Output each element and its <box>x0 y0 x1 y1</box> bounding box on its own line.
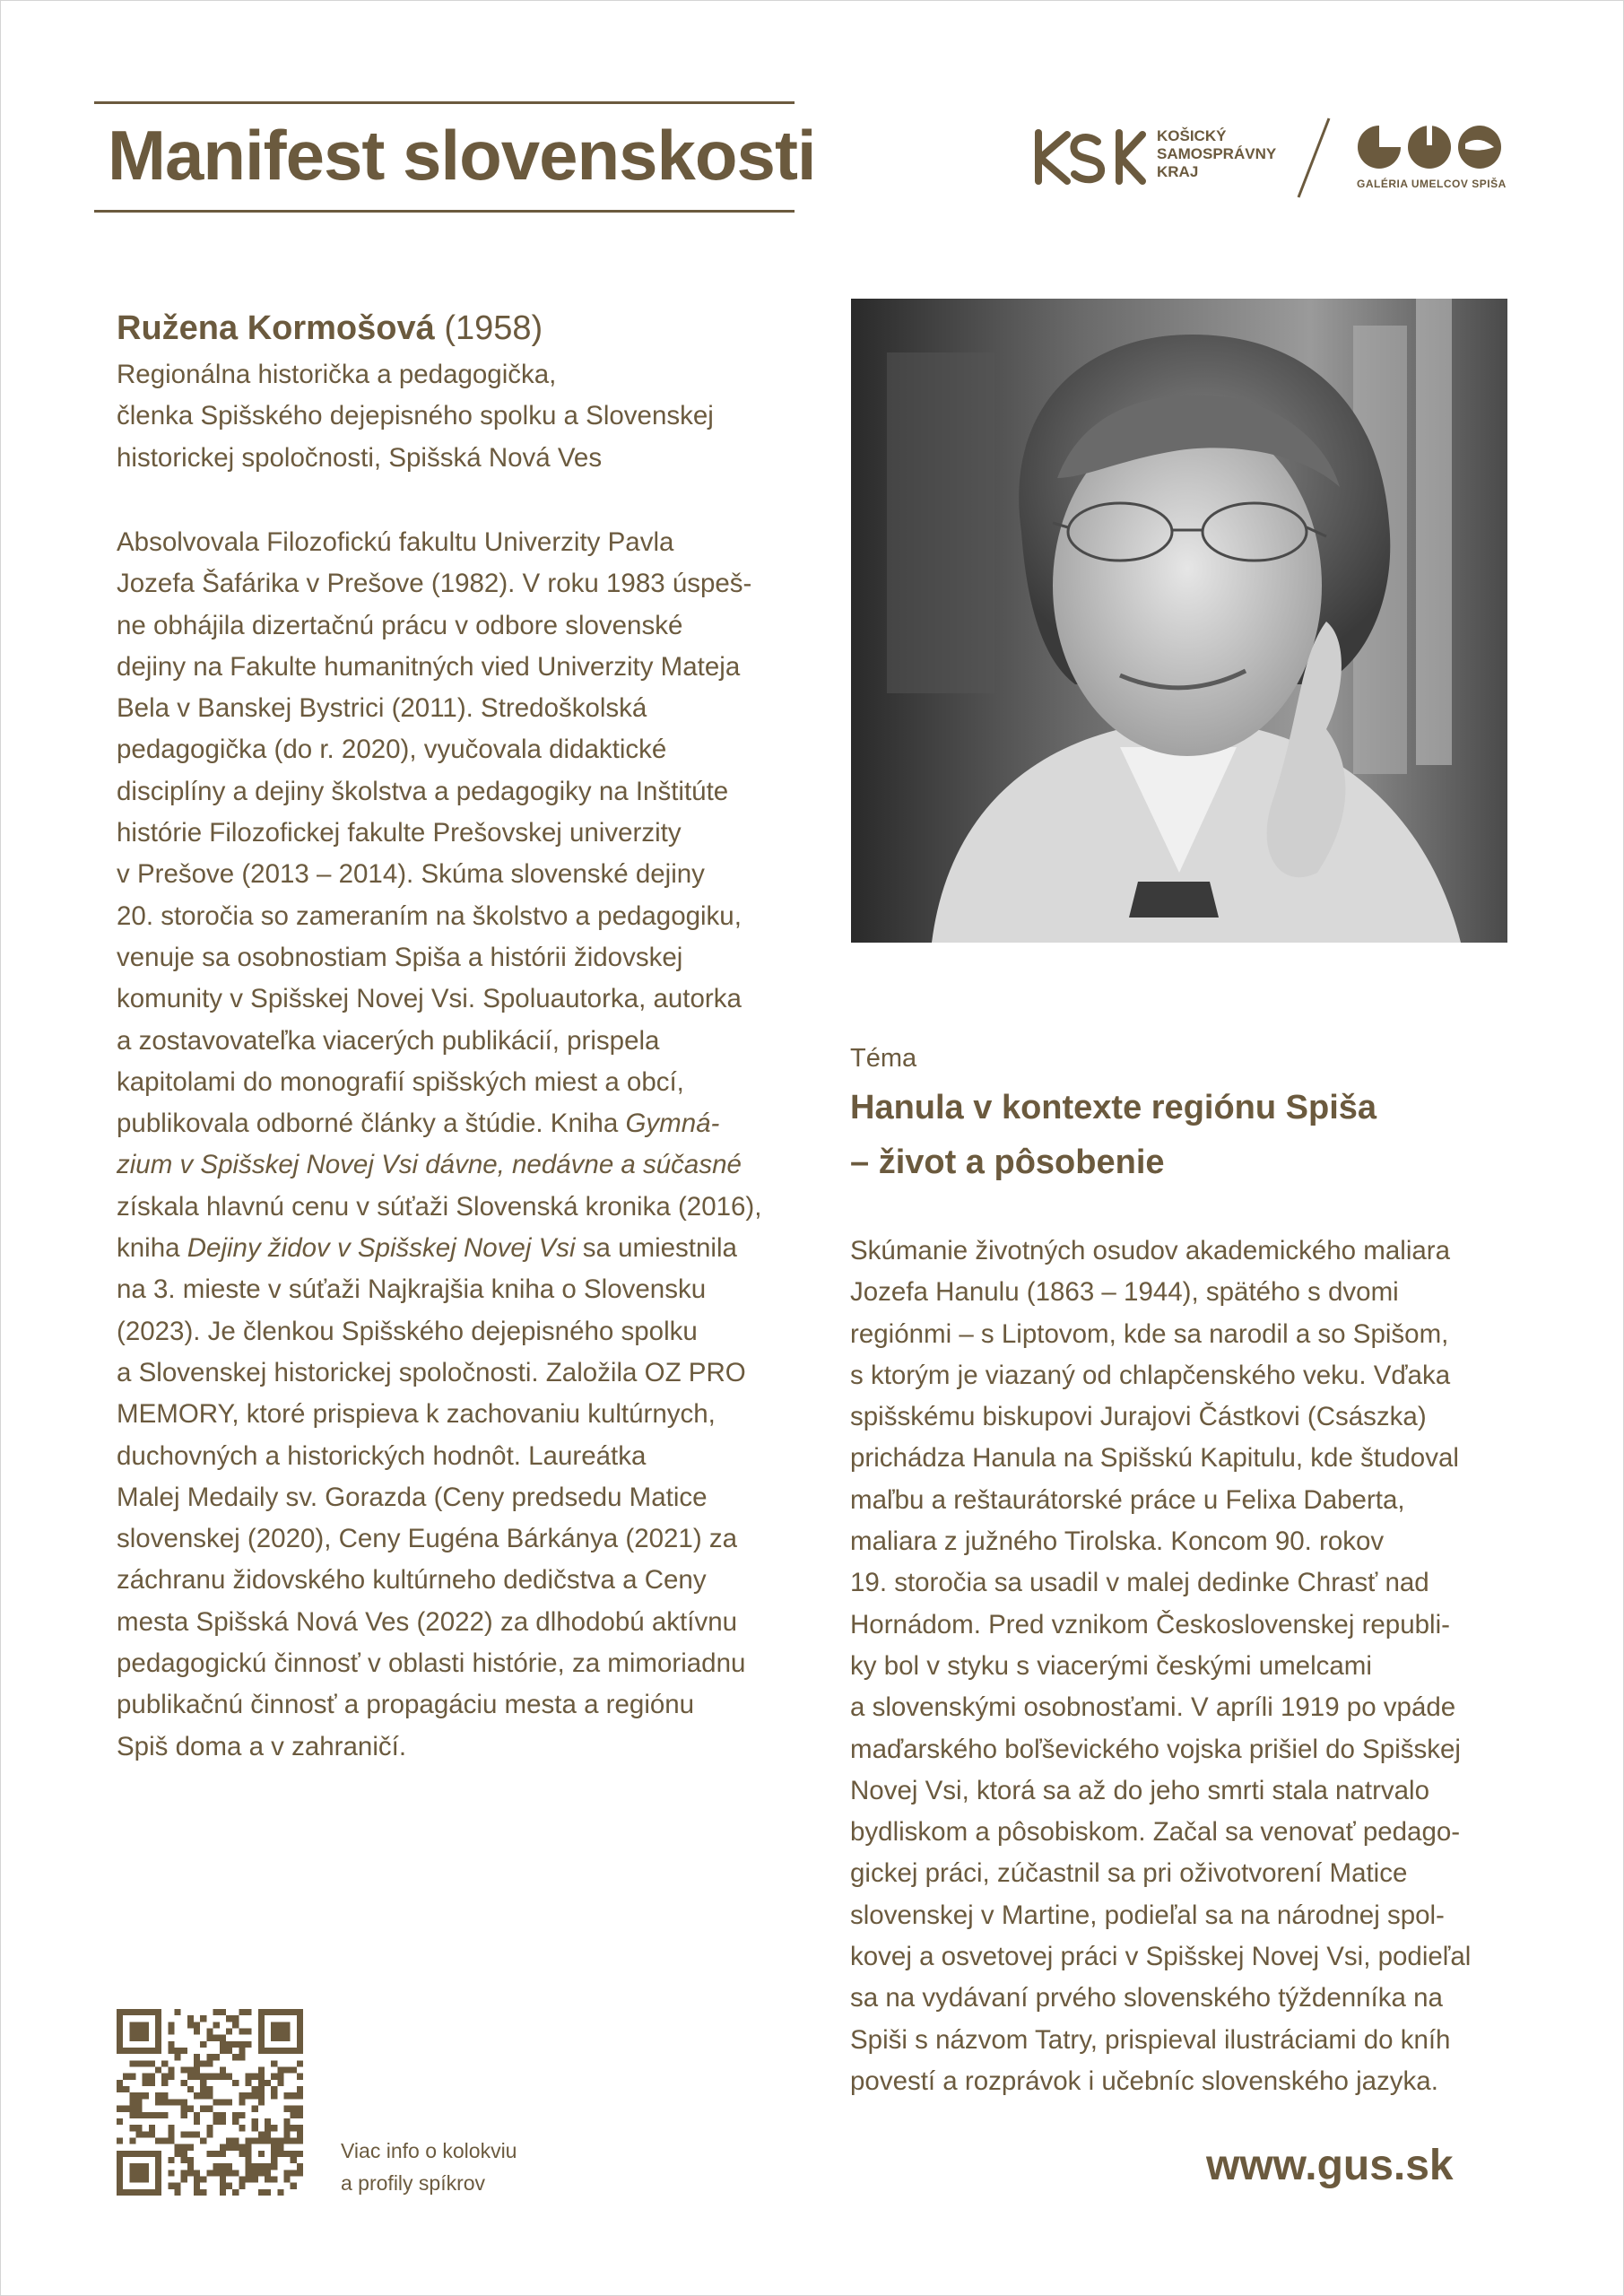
bio-line <box>117 771 761 813</box>
topic-text-line: kovej a osvetovej práci v Spišskej Novej Vsi, podieľal <box>850 1942 1472 1972</box>
bio-text: sa umiestnila <box>575 1233 737 1264</box>
bio-line <box>117 1477 761 1518</box>
speaker-name <box>117 305 543 352</box>
bio-line <box>117 1187 761 1228</box>
title-rule-top <box>94 101 795 104</box>
bio-book-title: zium v Spišskej Novej Vsi dávne, nedávne a súčasné <box>117 1150 742 1180</box>
bio-text: záchranu židovského kultúrneho dedičstva a Ceny <box>117 1565 707 1596</box>
title-rule-bottom <box>94 210 795 213</box>
topic-text-line: bydliskom a pôsobiskom. Začal sa venovať pedago- <box>850 1817 1461 1848</box>
bio-line <box>117 1560 761 1601</box>
bio-text: Jozefa Šafárika v Prešove (1982). V roku 1983 úspeš- <box>117 569 752 599</box>
role-line: členka Spišského dejepisného spolku a Slovenskej <box>117 401 714 431</box>
bio-text: a zostavovateľka viacerých publikácií, prispela <box>117 1025 660 1056</box>
website-link[interactable]: www.gus.sk <box>1206 2142 1454 2189</box>
bio-text: Spiš doma a v zahraničí. <box>117 1731 407 1761</box>
topic-text-line: regiónmi – s Liptovom, kde sa narodil a so Spišom, <box>850 1318 1449 1349</box>
bio-text: komunity v Spišskej Novej Vsi. Spoluautorka, autorka <box>117 984 742 1014</box>
qr-caption-line: Viac info o kolokviu <box>341 2139 517 2162</box>
topic-text-line: prichádza Hanula na Spišskú Kapitulu, kde študoval <box>850 1443 1459 1474</box>
topic-text-line: gickej práci, zúčastnil sa pri oživotvorení Matice <box>850 1858 1408 1889</box>
qr-code[interactable] <box>117 2009 303 2196</box>
topic-text-line: 19. storočia sa usadil v malej dedinke Chrasť nad <box>850 1568 1429 1598</box>
topic-text-line: maľbu a reštaurátorské práce u Felixa Daberta, <box>850 1484 1405 1515</box>
topic-text-line: povestí a rozprávok i učebníc slovenského jazyka. <box>850 2066 1438 2096</box>
qr-caption <box>341 2135 517 2199</box>
role-line: Regionálna historička a pedagogička, <box>117 360 557 389</box>
speaker-birth-year: (1958) <box>444 309 543 347</box>
role-line: historickej spoločnosti, Spišská Nová Ves <box>117 442 603 473</box>
speaker-bio <box>117 522 761 1768</box>
ksk-logo-text: KOŠICKÝ SAMOSPRÁVNY KRAJ <box>1157 127 1277 180</box>
bio-text: venuje sa osobnostiam Spiša a histórii židovskej <box>117 942 683 972</box>
topic-text-line: spišskému biskupovi Jurajovi Částkovi (Császka) <box>850 1402 1427 1432</box>
bio-text: mesta Spišská Nová Ves (2022) za dlhodobú aktívnu <box>117 1606 738 1637</box>
gus-logo-icon <box>1354 122 1515 176</box>
bio-text: Malej Medaily sv. Gorazda (Ceny predsedu Matice <box>117 1482 708 1512</box>
bio-text: publikovala odborné články a štúdie. Kniha <box>117 1109 626 1139</box>
page-title: Manifest slovenskosti <box>108 116 816 195</box>
logo-divider <box>1291 115 1336 201</box>
logos <box>1031 115 1515 204</box>
bio-text: a Slovenskej historickej spoločnosti. Založila OZ PRO <box>117 1357 746 1387</box>
bio-line <box>117 522 761 563</box>
speaker-name-text: Ružena Kormošová <box>117 309 435 347</box>
topic-text-line: ky bol v styku s viacerými českými umelcami <box>850 1650 1372 1681</box>
bio-line <box>117 813 761 854</box>
bio-line <box>117 1394 761 1435</box>
topic-text-line: sa na vydávaní prvého slovenského týždenníka na <box>850 1983 1443 2013</box>
topic-title-line: – život a pôsobenie <box>850 1144 1165 1181</box>
bio-line <box>117 978 761 1020</box>
bio-text: kapitolami do monografií spišských miest a obcí, <box>117 1066 684 1097</box>
bio-line <box>117 1062 761 1103</box>
topic-text-line: s ktorým je viazaný od chlapčenského veku. Vďaka <box>850 1360 1451 1390</box>
bio-book-title: Gymná- <box>625 1109 720 1139</box>
bio-text: 20. storočia so zameraním na školstvo a pedagogiku, <box>117 900 742 931</box>
bio-book-title: Dejiny židov v Spišskej Novej Vsi <box>187 1233 576 1264</box>
bio-line <box>117 647 761 688</box>
bio-line <box>117 605 761 647</box>
topic-label: Téma <box>850 1044 917 1073</box>
bio-text: Bela v Banskej Bystrici (2011). Stredoškolská <box>117 693 647 724</box>
bio-line <box>117 1602 761 1643</box>
bio-line <box>117 1352 761 1394</box>
bio-line <box>117 563 761 604</box>
bio-line <box>117 688 761 729</box>
topic-text-line: slovenskej v Martine, podieľal sa na národnej spol- <box>850 1900 1445 1930</box>
topic-title-line: Hanula v kontexte regiónu Spiša <box>850 1089 1377 1126</box>
bio-text: získala hlavnú cenu v súťaži Slovenská kronika (2016), <box>117 1191 762 1222</box>
topic-text-line: Hornádom. Pred vznikom Československej republi- <box>850 1609 1450 1639</box>
bio-line <box>117 1144 761 1186</box>
bio-text: MEMORY, ktoré prispieva k zachovaniu kultúrnych, <box>117 1399 716 1430</box>
bio-line <box>117 1228 761 1269</box>
bio-text: Absolvovala Filozofickú fakultu Univerzity Pavla <box>117 527 674 557</box>
topic-text-line: Spiši s názvom Tatry, prispieval ilustráciami do kníh <box>850 2024 1451 2055</box>
speaker-photo <box>851 299 1507 943</box>
topic-text-line: a slovenskými osobnosťami. V apríli 1919 po vpáde <box>850 1692 1456 1723</box>
topic-title <box>850 1081 1376 1190</box>
bio-line <box>117 854 761 895</box>
bio-text: na 3. mieste v súťaži Najkrajšia kniha o Slovensku <box>117 1274 707 1305</box>
bio-text: ne obhájila dizertačnú prácu v odbore slovenské <box>117 610 683 640</box>
bio-line <box>117 1643 761 1684</box>
bio-line <box>117 729 761 770</box>
ksk-logo-icon <box>1031 126 1148 188</box>
bio-text: pedagogickú činnosť v oblasti histórie, za mimoriadnu <box>117 1648 746 1679</box>
bio-line <box>117 1518 761 1560</box>
bio-text: kniha <box>117 1233 187 1264</box>
bio-line <box>117 896 761 937</box>
topic-text-line: maliara z južného Tirolska. Koncom 90. rokov <box>850 1526 1385 1557</box>
bio-line <box>117 1021 761 1062</box>
gus-logo-text: GALÉRIA UMELCOV SPIŠA <box>1357 178 1507 190</box>
topic-text-line: Skúmanie životných osudov akademického maliara <box>850 1236 1451 1265</box>
speaker-role <box>117 354 714 479</box>
bio-text: v Prešove (2013 – 2014). Skúma slovenské dejiny <box>117 859 705 890</box>
bio-text: (2023). Je členkou Spišského dejepisného spolku <box>117 1316 698 1346</box>
bio-line <box>117 1726 761 1768</box>
bio-text: histórie Filozofickej fakulte Prešovskej univerzity <box>117 818 682 848</box>
bio-text: duchovných a historických hodnôt. Laureátka <box>117 1440 647 1471</box>
topic-text <box>850 1231 1471 2102</box>
topic-text-line: maďarského boľševického vojska prišiel do Spišskej <box>850 1734 1461 1764</box>
bio-text: publikačnú činnosť a propagáciu mesta a regiónu <box>117 1690 695 1720</box>
bio-text: pedagogička (do r. 2020), vyučovala didaktické <box>117 735 667 765</box>
topic-text-line: Novej Vsi, ktorá sa až do jeho smrti stala natrvalo <box>850 1775 1430 1805</box>
bio-line <box>117 1311 761 1352</box>
bio-line <box>117 1684 761 1726</box>
bio-text: disciplíny a dejiny školstva a pedagogiky na Inštitúte <box>117 776 729 806</box>
bio-text: slovenskej (2020), Ceny Eugéna Bárkánya (2021) za <box>117 1524 738 1554</box>
qr-caption-line: a profily spíkrov <box>341 2171 486 2195</box>
bio-text: dejiny na Fakulte humanitných vied Univerzity Mateja <box>117 651 741 682</box>
bio-line <box>117 1103 761 1144</box>
bio-line <box>117 1269 761 1310</box>
bio-line <box>117 937 761 978</box>
bio-line <box>117 1436 761 1477</box>
topic-text-line: Jozefa Hanulu (1863 – 1944), spätého s dvomi <box>850 1277 1399 1308</box>
